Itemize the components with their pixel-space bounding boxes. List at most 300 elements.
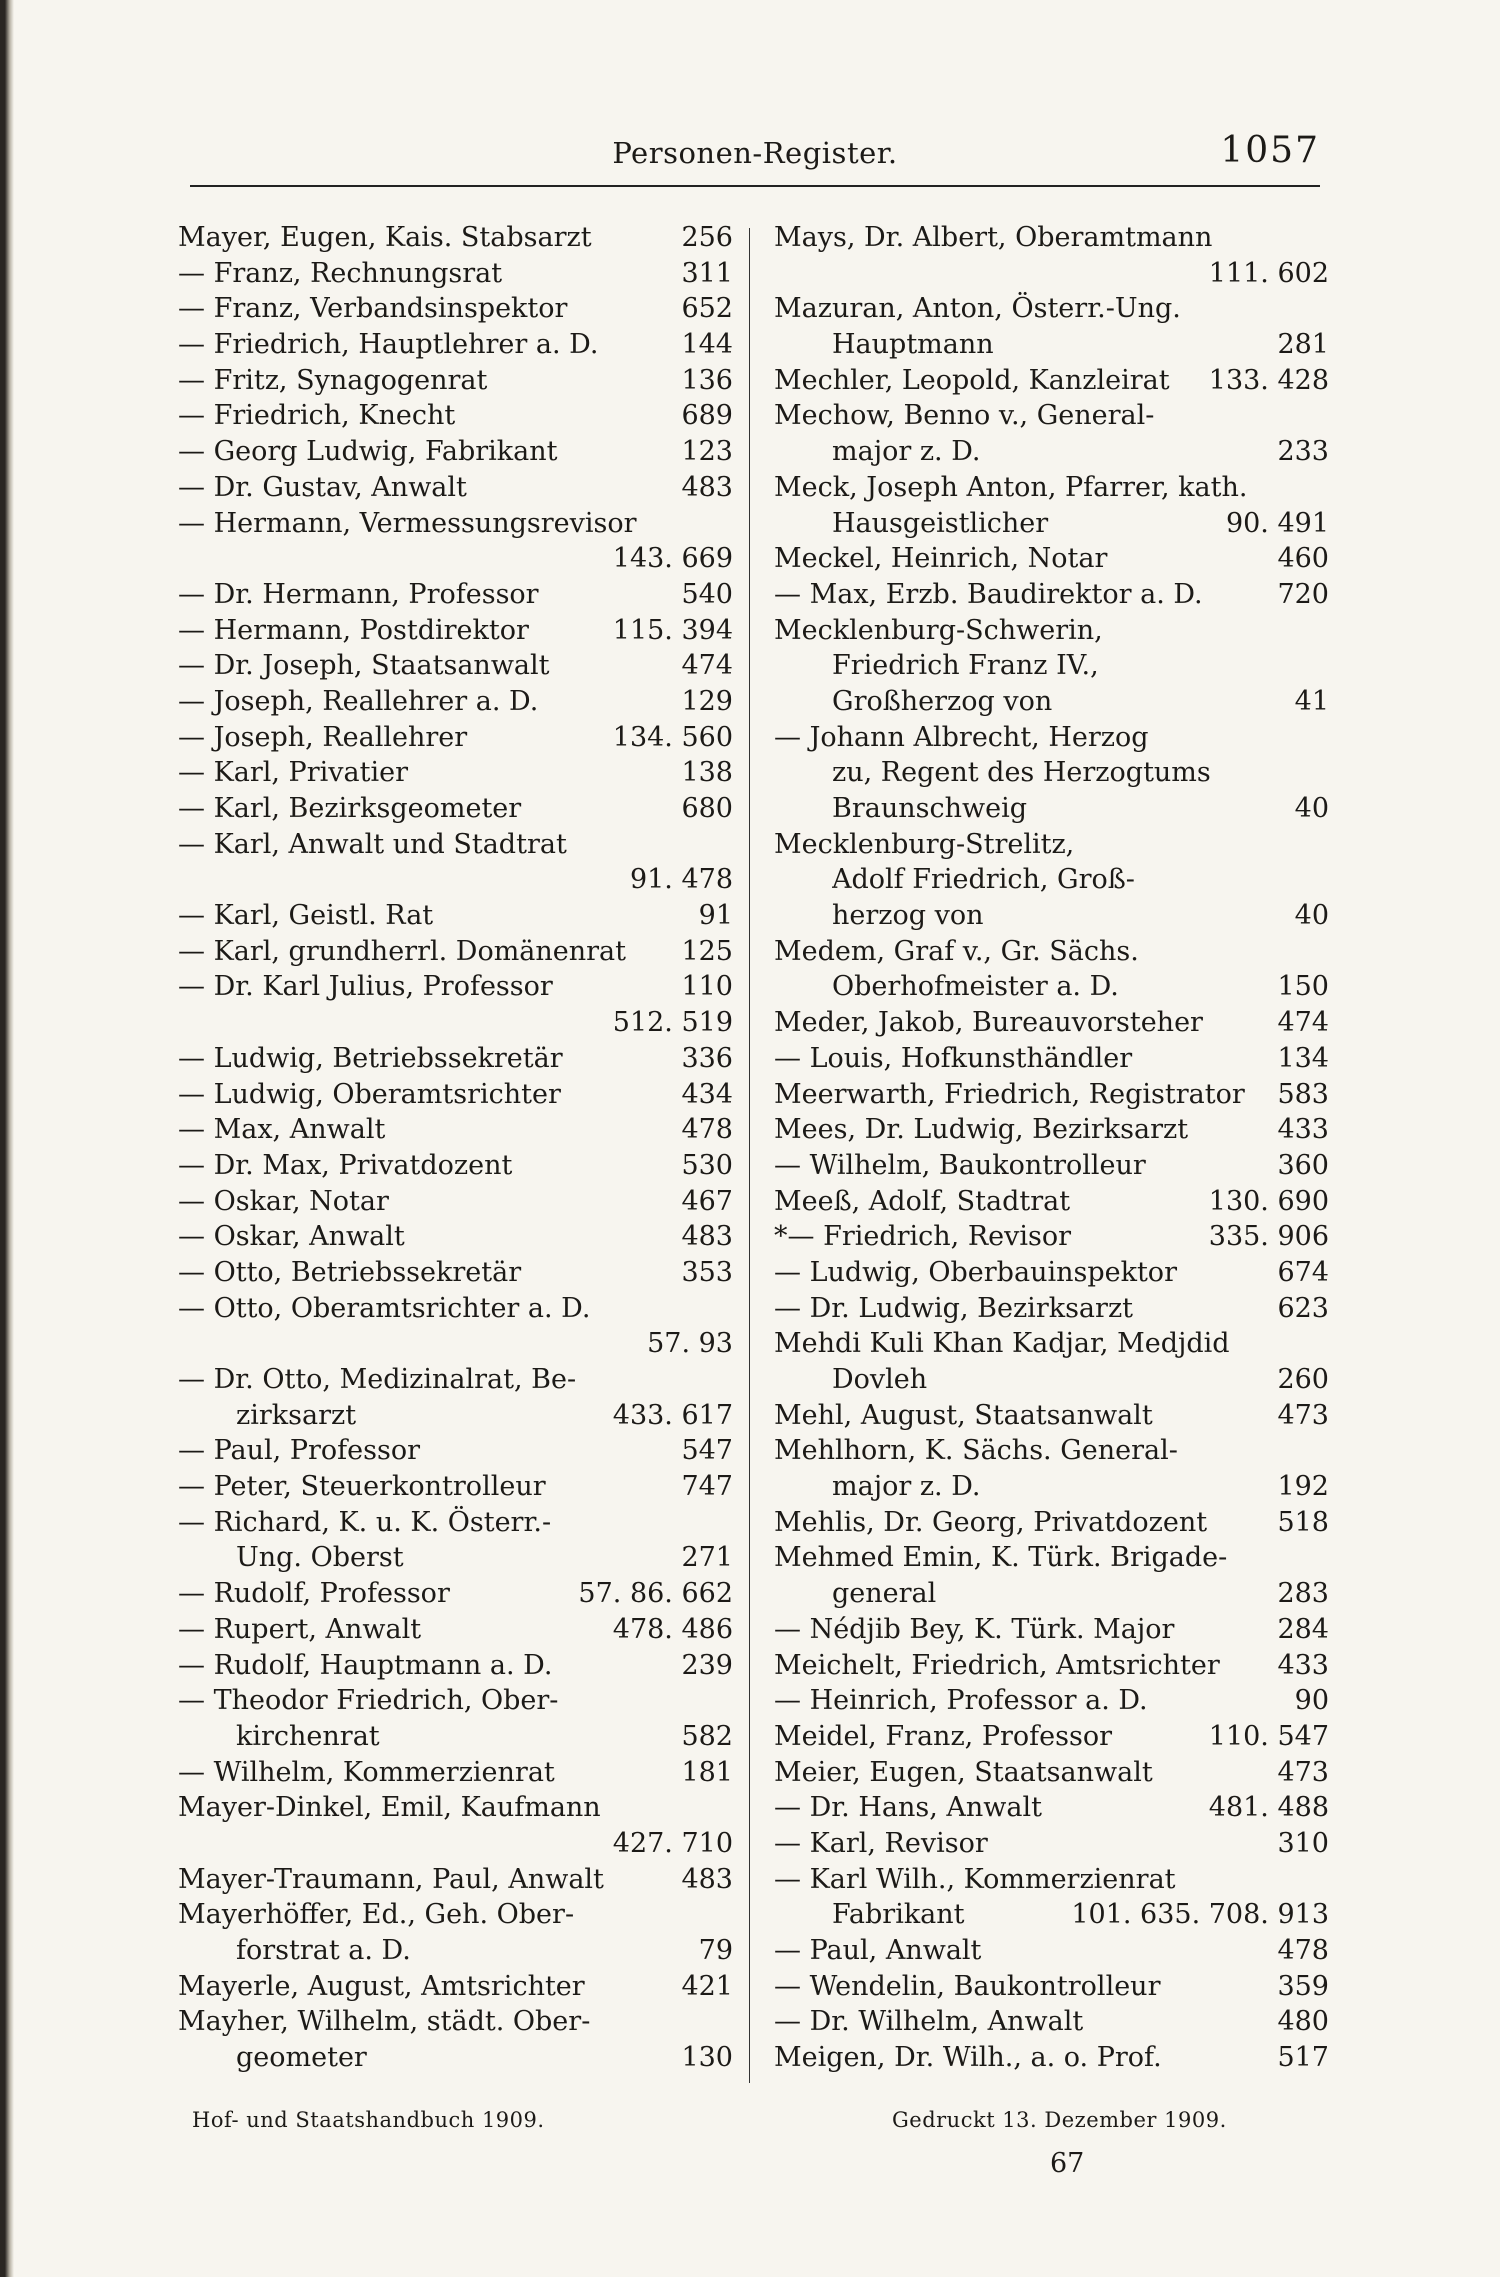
entry-line: [178, 1184, 733, 1220]
entry-page-ref: 79: [698, 1935, 733, 1966]
entry-line: [774, 1398, 1329, 1434]
entry-text: — Hermann, Vermessungsrevisor: [178, 507, 637, 539]
register-entry: [178, 969, 733, 1040]
entry-line: [774, 1826, 1329, 1862]
register-entry: [178, 1505, 733, 1576]
entry-page-ref: 134: [1277, 1042, 1329, 1074]
register-entry: [178, 1041, 733, 1077]
entry-text: — Dr. Joseph, Staatsanwalt: [178, 650, 550, 682]
entry-line: [178, 613, 733, 649]
register-entry: [774, 1826, 1329, 1862]
entry-line: [774, 1112, 1329, 1148]
entry-page-ref: 143. 669: [612, 543, 733, 575]
register-entry: [178, 1576, 733, 1612]
entry-page-ref: 256: [681, 222, 733, 253]
entry-line: [774, 1683, 1329, 1719]
register-entry: [774, 1184, 1329, 1220]
entry-line: [774, 220, 1329, 256]
entry-text: — Fritz, Synagogenrat: [178, 364, 488, 396]
register-entry: [774, 470, 1329, 541]
entry-line: [774, 1005, 1329, 1041]
entry-line: [178, 1005, 733, 1041]
entry-page-ref: 483: [681, 1863, 733, 1895]
entry-page-ref: 130. 690: [1208, 1185, 1329, 1217]
register-entry: [774, 1148, 1329, 1184]
entry-page-ref: 360: [1277, 1149, 1329, 1181]
register-entry: [774, 398, 1329, 469]
footer-print-date: Gedruckt 13. Dezember 1909.: [892, 2108, 1227, 2132]
entry-page-ref: 460: [1277, 543, 1329, 575]
entry-text: Meichelt, Friedrich, Amtsrichter: [774, 1649, 1220, 1681]
register-entry: [774, 1255, 1329, 1291]
entry-text: Ung. Oberst: [236, 1542, 404, 1574]
entry-page-ref: 478: [681, 1114, 733, 1146]
entry-text: — Dr. Hans, Anwalt: [774, 1792, 1042, 1824]
entry-text: — Franz, Verbandsinspektor: [178, 293, 568, 325]
register-entry: [774, 541, 1329, 577]
entry-page-ref: 144: [681, 329, 733, 361]
entry-page-ref: 747: [681, 1471, 733, 1503]
register-entry: [178, 827, 733, 898]
entry-text: — Paul, Professor: [178, 1435, 420, 1467]
entry-line: [178, 1112, 733, 1148]
entry-line: [178, 1969, 733, 2005]
register-entry: [774, 613, 1329, 720]
entry-line: [774, 1255, 1329, 1291]
entry-line: [774, 1326, 1329, 1362]
entry-page-ref: 478. 486: [612, 1613, 733, 1645]
entry-line: [774, 791, 1329, 827]
entry-page-ref: 284: [1277, 1613, 1329, 1645]
register-entry: [178, 1755, 733, 1791]
header-rule: [190, 185, 1320, 187]
entry-line: [774, 1576, 1329, 1612]
entry-text: Mazuran, Anton, Österr.-Ung.: [774, 293, 1181, 325]
register-entry: [774, 577, 1329, 613]
entry-line: [774, 1077, 1329, 1113]
entry-line: [774, 256, 1329, 292]
register-entry: [178, 1433, 733, 1469]
register-entry: [774, 1433, 1329, 1504]
entry-line: [774, 969, 1329, 1005]
entry-page-ref: 40: [1294, 900, 1329, 932]
entry-page-ref: 150: [1277, 971, 1329, 1003]
entry-page-ref: 281: [1277, 329, 1329, 361]
register-entry: [178, 398, 733, 434]
entry-page-ref: 41: [1294, 685, 1329, 717]
entry-page-ref: 115. 394: [612, 614, 733, 646]
register-entry: [774, 1291, 1329, 1327]
entry-page-ref: 433. 617: [612, 1399, 733, 1431]
register-entry: [774, 1398, 1329, 1434]
register-entry: [774, 1219, 1329, 1255]
entry-line: [774, 1505, 1329, 1541]
register-entry: [178, 1255, 733, 1291]
entry-line: [774, 1184, 1329, 1220]
entry-text: Mayher, Wilhelm, städt. Ober-: [178, 2006, 591, 2038]
entry-text: — Karl, Anwalt und Stadtrat: [178, 828, 567, 860]
entry-page-ref: 481. 488: [1208, 1792, 1329, 1824]
entry-line: [178, 256, 733, 292]
entry-line: [178, 1683, 733, 1719]
entry-text: Oberhofmeister a. D.: [832, 971, 1119, 1003]
register-entry: [774, 1790, 1329, 1826]
entry-page-ref: 90. 491: [1225, 507, 1329, 539]
entry-text: major z. D.: [832, 1471, 981, 1503]
entry-text: Mayer, Eugen, Kais. Stabsarzt: [178, 222, 592, 253]
entry-page-ref: 192: [1277, 1471, 1329, 1503]
entry-text: — Oskar, Anwalt: [178, 1221, 405, 1253]
entry-text: — Johann Albrecht, Herzog: [774, 721, 1149, 753]
entry-page-ref: 512. 519: [612, 1007, 733, 1039]
entry-line: [178, 434, 733, 470]
entry-page-ref: 433: [1277, 1114, 1329, 1146]
entry-text: — Karl, Privatier: [178, 757, 408, 789]
entry-line: [178, 2004, 733, 2040]
entry-text: — Rudolf, Hauptmann a. D.: [178, 1649, 553, 1681]
entry-line: [178, 1291, 733, 1327]
entry-line: [774, 684, 1329, 720]
register-entry: [774, 1719, 1329, 1755]
entry-text: Mayer-Dinkel, Emil, Kaufmann: [178, 1792, 601, 1824]
entry-page-ref: 652: [681, 293, 733, 325]
register-entry: [178, 506, 733, 577]
entry-line: [774, 1219, 1329, 1255]
entry-text: — Nédjib Bey, K. Türk. Major: [774, 1613, 1175, 1645]
entry-text: Mehdi Kuli Khan Kadjar, Medjdid: [774, 1328, 1230, 1360]
entry-text: — Karl, Bezirksgeometer: [178, 793, 522, 824]
entry-page-ref: 547: [681, 1435, 733, 1467]
entry-text: — Rudolf, Professor: [178, 1578, 450, 1610]
page-number: 1057: [1220, 130, 1320, 171]
entry-page-ref: 110. 547: [1208, 1720, 1329, 1752]
entry-text: herzog von: [832, 900, 984, 932]
entry-line: [178, 1219, 733, 1255]
entry-line: [178, 969, 733, 1005]
entry-page-ref: 474: [1277, 1007, 1329, 1039]
entry-text: — Dr. Hermann, Professor: [178, 578, 539, 610]
entry-page-ref: 474: [681, 650, 733, 682]
entry-text: forstrat a. D.: [236, 1935, 411, 1966]
register-entry: [178, 434, 733, 470]
entry-line: [178, 898, 733, 934]
register-entry: [774, 2040, 1329, 2076]
entry-page-ref: 427. 710: [612, 1827, 733, 1859]
entry-page-ref: 540: [681, 578, 733, 610]
entry-text: Mecklenburg-Schwerin,: [774, 614, 1103, 646]
entry-line: [178, 1897, 733, 1933]
entry-text: Medem, Graf v., Gr. Sächs.: [774, 935, 1139, 967]
entry-page-ref: 336: [681, 1042, 733, 1074]
register-entry: [774, 1077, 1329, 1113]
register-entry: [178, 1291, 733, 1362]
register-entry: [178, 327, 733, 363]
entry-text: — Dr. Karl Julius, Professor: [178, 971, 553, 1003]
entry-text: — Heinrich, Professor a. D.: [774, 1685, 1148, 1717]
entry-text: major z. D.: [832, 436, 981, 468]
entry-text: Fabrikant: [832, 1899, 965, 1931]
entry-text: — Wendelin, Baukontrolleur: [774, 1970, 1161, 2002]
entry-page-ref: 353: [681, 1256, 733, 1288]
entry-page-ref: 123: [681, 436, 733, 468]
entry-text: — Wilhelm, Baukontrolleur: [774, 1149, 1146, 1181]
entry-text: Mayerhöffer, Ed., Geh. Ober-: [178, 1899, 575, 1931]
entry-page-ref: 181: [681, 1756, 733, 1788]
entry-page-ref: 283: [1277, 1578, 1329, 1610]
entry-page-ref: 129: [681, 685, 733, 717]
register-entry: [178, 791, 733, 827]
entry-text: — Dr. Max, Privatdozent: [178, 1149, 513, 1181]
entry-page-ref: 689: [681, 400, 733, 432]
register-entry: [178, 1648, 733, 1684]
register-entry: [178, 898, 733, 934]
entry-text: general: [832, 1578, 937, 1610]
register-entry: [178, 2004, 733, 2075]
entry-line: [178, 1326, 733, 1362]
register-entry: [774, 720, 1329, 827]
entry-text: — Karl Wilh., Kommerzienrat: [774, 1863, 1176, 1895]
entry-line: [178, 470, 733, 506]
entry-page-ref: 480: [1277, 2006, 1329, 2038]
register-entry: [178, 1148, 733, 1184]
register-entry: [178, 1683, 733, 1754]
entry-text: — Wilhelm, Kommerzienrat: [178, 1756, 555, 1788]
register-entry: [178, 291, 733, 327]
entry-text: Meck, Joseph Anton, Pfarrer, kath.: [774, 471, 1248, 503]
register-entry: [178, 720, 733, 756]
entry-text: Mehl, August, Staatsanwalt: [774, 1399, 1153, 1431]
entry-text: — Dr. Wilhelm, Anwalt: [774, 2006, 1084, 2038]
entry-line: [774, 1291, 1329, 1327]
register-entry: [774, 1612, 1329, 1648]
register-entry: [178, 220, 733, 256]
entry-page-ref: 467: [681, 1185, 733, 1217]
entry-text: — Franz, Rechnungsrat: [178, 257, 503, 289]
register-entry: [774, 1969, 1329, 2005]
entry-text: — Max, Erzb. Baudirektor a. D.: [774, 578, 1203, 610]
register-entry: [178, 256, 733, 292]
sheet-signature: 67: [1050, 2148, 1085, 2179]
register-entry: [774, 2004, 1329, 2040]
entry-page-ref: 134. 560: [612, 721, 733, 753]
register-entry: [178, 1112, 733, 1148]
entry-line: [774, 1540, 1329, 1576]
entry-line: [178, 327, 733, 363]
entry-text: Meckel, Heinrich, Notar: [774, 543, 1108, 575]
entry-page-ref: 239: [681, 1649, 733, 1681]
entry-text: — Ludwig, Oberbauinspektor: [774, 1256, 1177, 1288]
entry-line: [774, 363, 1329, 399]
register-entry: [774, 1112, 1329, 1148]
entry-line: [774, 1469, 1329, 1505]
entry-line: [774, 1362, 1329, 1398]
entry-text: Mehlis, Dr. Georg, Privatdozent: [774, 1506, 1208, 1538]
entry-line: [774, 1969, 1329, 2005]
entry-text: Meder, Jakob, Bureauvorsteher: [774, 1007, 1203, 1039]
entry-line: [774, 862, 1329, 898]
entry-page-ref: 421: [681, 1970, 733, 2002]
register-entry: [178, 1897, 733, 1968]
entry-line: [178, 934, 733, 970]
entry-page-ref: 335. 906: [1208, 1221, 1329, 1253]
entry-line: [774, 1148, 1329, 1184]
entry-line: [178, 1505, 733, 1541]
entry-line: [178, 755, 733, 791]
register-entry: [178, 684, 733, 720]
entry-line: [178, 1398, 733, 1434]
entry-text: — Karl, Geistl. Rat: [178, 900, 434, 932]
entry-line: [178, 1576, 733, 1612]
entry-line: [178, 862, 733, 898]
entry-line: [178, 1077, 733, 1113]
entry-page-ref: 260: [1277, 1364, 1329, 1395]
entry-page-ref: 433: [1277, 1649, 1329, 1681]
register-entry: [178, 755, 733, 791]
entry-line: [774, 755, 1329, 791]
register-entry: [774, 363, 1329, 399]
entry-line: [178, 648, 733, 684]
entry-text: Mays, Dr. Albert, Oberamtmann: [774, 222, 1213, 253]
entry-line: [178, 506, 733, 542]
entry-line: [178, 684, 733, 720]
page-header: [190, 130, 1320, 180]
register-entry: [178, 1077, 733, 1113]
register-entry: [178, 1790, 733, 1861]
register-entry: [774, 1540, 1329, 1611]
column-divider: [749, 228, 750, 2083]
register-column-left: [178, 220, 733, 2076]
register-entry: [774, 1648, 1329, 1684]
entry-line: [774, 1862, 1329, 1898]
entry-line: [774, 720, 1329, 756]
entry-page-ref: 110: [681, 971, 733, 1003]
entry-page-ref: 136: [681, 364, 733, 396]
entry-page-ref: 473: [1277, 1756, 1329, 1788]
register-entry: [178, 648, 733, 684]
entry-text: *— Friedrich, Revisor: [774, 1221, 1072, 1253]
entry-line: [178, 1648, 733, 1684]
entry-text: Mayer-Traumann, Paul, Anwalt: [178, 1863, 604, 1895]
entry-text: — Oskar, Notar: [178, 1185, 389, 1217]
entry-text: — Otto, Oberamtsrichter a. D.: [178, 1292, 591, 1324]
entry-page-ref: 582: [681, 1720, 733, 1752]
entry-text: zu, Regent des Herzogtums: [832, 757, 1211, 789]
entry-text: — Otto, Betriebssekretär: [178, 1256, 522, 1288]
entry-line: [178, 1862, 733, 1898]
register-entry: [774, 934, 1329, 1005]
entry-text: — Georg Ludwig, Fabrikant: [178, 436, 558, 468]
entry-line: [774, 613, 1329, 649]
entry-line: [178, 577, 733, 613]
entry-page-ref: 111. 602: [1208, 257, 1329, 289]
entry-text: — Max, Anwalt: [178, 1114, 386, 1146]
entry-text: — Louis, Hofkunsthändler: [774, 1042, 1133, 1074]
entry-page-ref: 473: [1277, 1399, 1329, 1431]
entry-text: — Peter, Steuerkontrolleur: [178, 1471, 546, 1503]
page-title: Personen-Register.: [612, 136, 898, 170]
entry-line: [774, 1648, 1329, 1684]
entry-text: Meidel, Franz, Professor: [774, 1720, 1113, 1752]
entry-line: [178, 1540, 733, 1576]
entry-page-ref: 125: [681, 935, 733, 967]
register-entry: [178, 1184, 733, 1220]
entry-page-ref: 101. 635. 708. 913: [1071, 1899, 1329, 1931]
register-entry: [774, 1005, 1329, 1041]
entry-text: Meier, Eugen, Staatsanwalt: [774, 1756, 1153, 1788]
register-entry: [178, 1469, 733, 1505]
entry-page-ref: 311: [681, 257, 733, 289]
entry-text: Meerwarth, Friedrich, Registrator: [774, 1078, 1245, 1110]
entry-page-ref: 138: [681, 757, 733, 789]
entry-text: Mechler, Leopold, Kanzleirat: [774, 364, 1170, 396]
entry-text: Mehlhorn, K. Sächs. General-: [774, 1435, 1178, 1467]
entry-page-ref: 130: [681, 2042, 733, 2074]
entry-line: [178, 1719, 733, 1755]
entry-line: [774, 470, 1329, 506]
entry-text: — Karl, Revisor: [774, 1827, 988, 1859]
entry-line: [178, 541, 733, 577]
entry-text: kirchenrat: [236, 1720, 380, 1752]
entry-text: — Karl, grundherrl. Domänenrat: [178, 935, 627, 967]
entry-text: — Joseph, Reallehrer: [178, 721, 468, 753]
entry-line: [774, 1755, 1329, 1791]
entry-line: [178, 1362, 733, 1398]
register-entry: [178, 470, 733, 506]
register-entry: [774, 1326, 1329, 1397]
entry-text: — Paul, Anwalt: [774, 1935, 982, 1966]
entry-page-ref: 40: [1294, 793, 1329, 824]
entry-line: [774, 2040, 1329, 2076]
entry-line: [178, 1826, 733, 1862]
entry-text: Hauptmann: [832, 329, 994, 361]
entry-line: [178, 1469, 733, 1505]
entry-text: — Dr. Otto, Medizinalrat, Be-: [178, 1364, 577, 1395]
entry-text: Meeß, Adolf, Stadtrat: [774, 1185, 1071, 1217]
entry-text: — Theodor Friedrich, Ober-: [178, 1685, 559, 1717]
entry-line: [774, 1790, 1329, 1826]
entry-line: [178, 1148, 733, 1184]
entry-line: [178, 1612, 733, 1648]
entry-page-ref: 271: [681, 1542, 733, 1574]
entry-text: — Dr. Ludwig, Bezirksarzt: [774, 1292, 1134, 1324]
entry-text: Mechow, Benno v., General-: [774, 400, 1155, 432]
entry-text: — Friedrich, Hauptlehrer a. D.: [178, 329, 599, 361]
entry-line: [774, 506, 1329, 542]
footer-imprint: Hof- und Staatshandbuch 1909.: [192, 2108, 545, 2132]
register-entry: [178, 363, 733, 399]
entry-page-ref: 434: [681, 1078, 733, 1110]
entry-text: — Dr. Gustav, Anwalt: [178, 471, 467, 503]
entry-line: [774, 541, 1329, 577]
register-entry: [178, 934, 733, 970]
entry-text: — Richard, K. u. K. Österr.-: [178, 1506, 552, 1538]
binding-edge: [0, 0, 14, 2277]
entry-text: — Ludwig, Oberamtsrichter: [178, 1078, 561, 1110]
register-entry: [774, 1755, 1329, 1791]
entry-page-ref: 518: [1277, 1506, 1329, 1538]
entry-text: Mecklenburg-Strelitz,: [774, 828, 1075, 860]
register-entry: [774, 220, 1329, 291]
entry-text: — Ludwig, Betriebssekretär: [178, 1042, 563, 1074]
entry-text: Friedrich Franz IV.,: [832, 650, 1099, 682]
entry-page-ref: 720: [1277, 578, 1329, 610]
entry-line: [774, 327, 1329, 363]
entry-line: [178, 1790, 733, 1826]
entry-text: — Rupert, Anwalt: [178, 1613, 422, 1645]
entry-text: Adolf Friedrich, Groß-: [832, 864, 1135, 896]
entry-line: [774, 1719, 1329, 1755]
entry-page-ref: 233: [1277, 436, 1329, 468]
